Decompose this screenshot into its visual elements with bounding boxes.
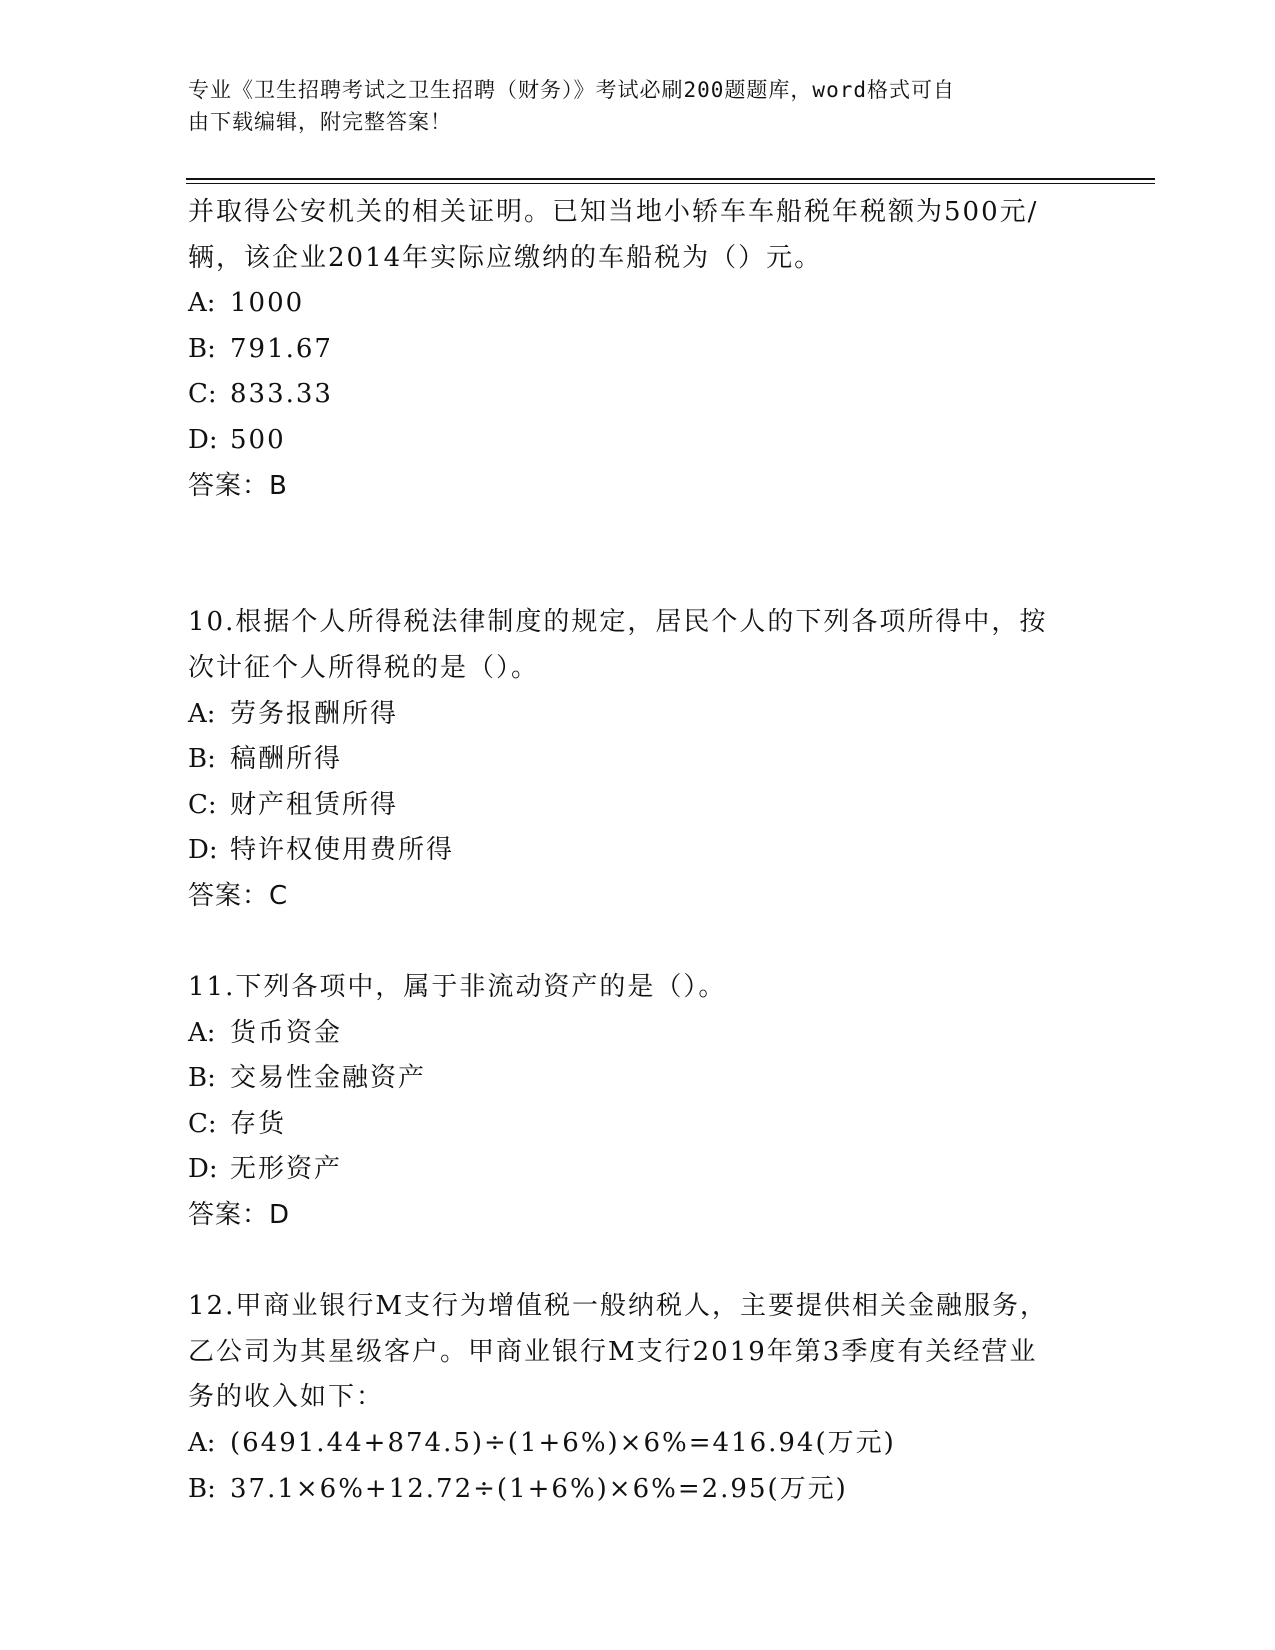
- option-text: (6491.44+874.5)÷(1+6%)×6%=416.94(万元): [230, 1428, 896, 1459]
- question-10-option-d: [188, 828, 1088, 874]
- option-letter: B:: [188, 1473, 216, 1504]
- question-9-answer: 答案：B: [188, 470, 288, 501]
- question-9-line-1: 并取得公安机关的相关证明。已知当地小轿车车船税年税额为500元/: [188, 197, 1039, 227]
- question-10-line-2: 次计征个人所得税的是（）。: [188, 652, 540, 683]
- question-9-option-c: [188, 372, 1088, 418]
- option-letter: B:: [188, 1063, 216, 1094]
- option-letter: A:: [188, 1428, 216, 1459]
- question-11: [188, 965, 1088, 1239]
- option-text: 37.1×6%+12.72÷(1+6%)×6%=2.95(万元): [230, 1473, 848, 1504]
- option-letter: B:: [188, 333, 216, 364]
- spacer: [188, 1239, 1088, 1285]
- option-text: 791.67: [230, 333, 333, 364]
- header-divider-thin: [186, 183, 1155, 184]
- question-9: [188, 190, 1088, 509]
- option-letter: A:: [188, 288, 216, 319]
- question-10-answer: 答案：C: [188, 880, 289, 911]
- question-11-line-1: 11.下列各项中，属于非流动资产的是（）。: [188, 972, 727, 1003]
- question-12-line-1: 12.甲商业银行M支行为增值税一般纳税人，主要提供相关金融服务，: [188, 1291, 1048, 1322]
- option-letter: D:: [188, 835, 218, 866]
- question-12-option-b: [188, 1467, 1088, 1513]
- option-letter: C:: [188, 1108, 217, 1139]
- question-11-option-a: [188, 1011, 1088, 1057]
- option-letter: A:: [188, 1017, 216, 1048]
- question-12-line-2: 乙公司为其星级客户。甲商业银行M支行2019年第3季度有关经营业: [188, 1336, 1038, 1367]
- option-text: 财产租赁所得: [230, 789, 399, 820]
- option-text: 无形资产: [230, 1154, 343, 1185]
- question-10-option-a: [188, 692, 1088, 738]
- option-text: 劳务报酬所得: [230, 698, 399, 729]
- question-12-option-a: [188, 1421, 1088, 1467]
- header-line-1: 专业《卫生招聘考试之卫生招聘（财务）》考试必刷200题题库，word格式可自: [188, 78, 955, 102]
- option-text: 1000: [230, 288, 305, 319]
- spacer: [188, 920, 1088, 966]
- question-9-option-d: [188, 418, 1088, 464]
- option-letter: A:: [188, 698, 216, 729]
- question-10-option-b: [188, 737, 1088, 783]
- document-body: [188, 190, 1088, 1512]
- spacer: [188, 555, 1088, 601]
- option-text: 货币资金: [230, 1017, 343, 1048]
- option-text: 500: [230, 424, 286, 455]
- document-header: [188, 74, 1088, 138]
- question-11-answer: 答案：D: [188, 1200, 291, 1231]
- option-letter: D:: [188, 424, 218, 455]
- question-11-option-b: [188, 1056, 1088, 1102]
- question-9-option-b: [188, 327, 1088, 373]
- option-text: 稿酬所得: [230, 744, 343, 775]
- option-text: 存货: [230, 1108, 287, 1139]
- question-10: [188, 600, 1088, 919]
- question-12-line-3: 务的收入如下：: [188, 1382, 385, 1413]
- question-9-line-2: 辆，该企业2014年实际应缴纳的车船税为（）元。: [188, 242, 823, 273]
- question-10-line-1: 10.根据个人所得税法律制度的规定，居民个人的下列各项所得中，按: [188, 607, 1048, 638]
- question-11-option-d: [188, 1147, 1088, 1193]
- option-text: 交易性金融资产: [230, 1063, 427, 1094]
- option-letter: C:: [188, 789, 217, 820]
- header-line-2: 由下载编辑，附完整答案！: [188, 110, 452, 134]
- question-10-option-c: [188, 783, 1088, 829]
- question-11-option-c: [188, 1102, 1088, 1148]
- spacer: [188, 509, 1088, 555]
- header-divider-thick: [186, 178, 1155, 180]
- option-letter: C:: [188, 379, 217, 410]
- option-text: 833.33: [230, 379, 333, 410]
- option-letter: B:: [188, 744, 216, 775]
- question-9-option-a: [188, 281, 1088, 327]
- option-text: 特许权使用费所得: [230, 835, 455, 866]
- option-letter: D:: [188, 1154, 218, 1185]
- question-12: [188, 1284, 1088, 1512]
